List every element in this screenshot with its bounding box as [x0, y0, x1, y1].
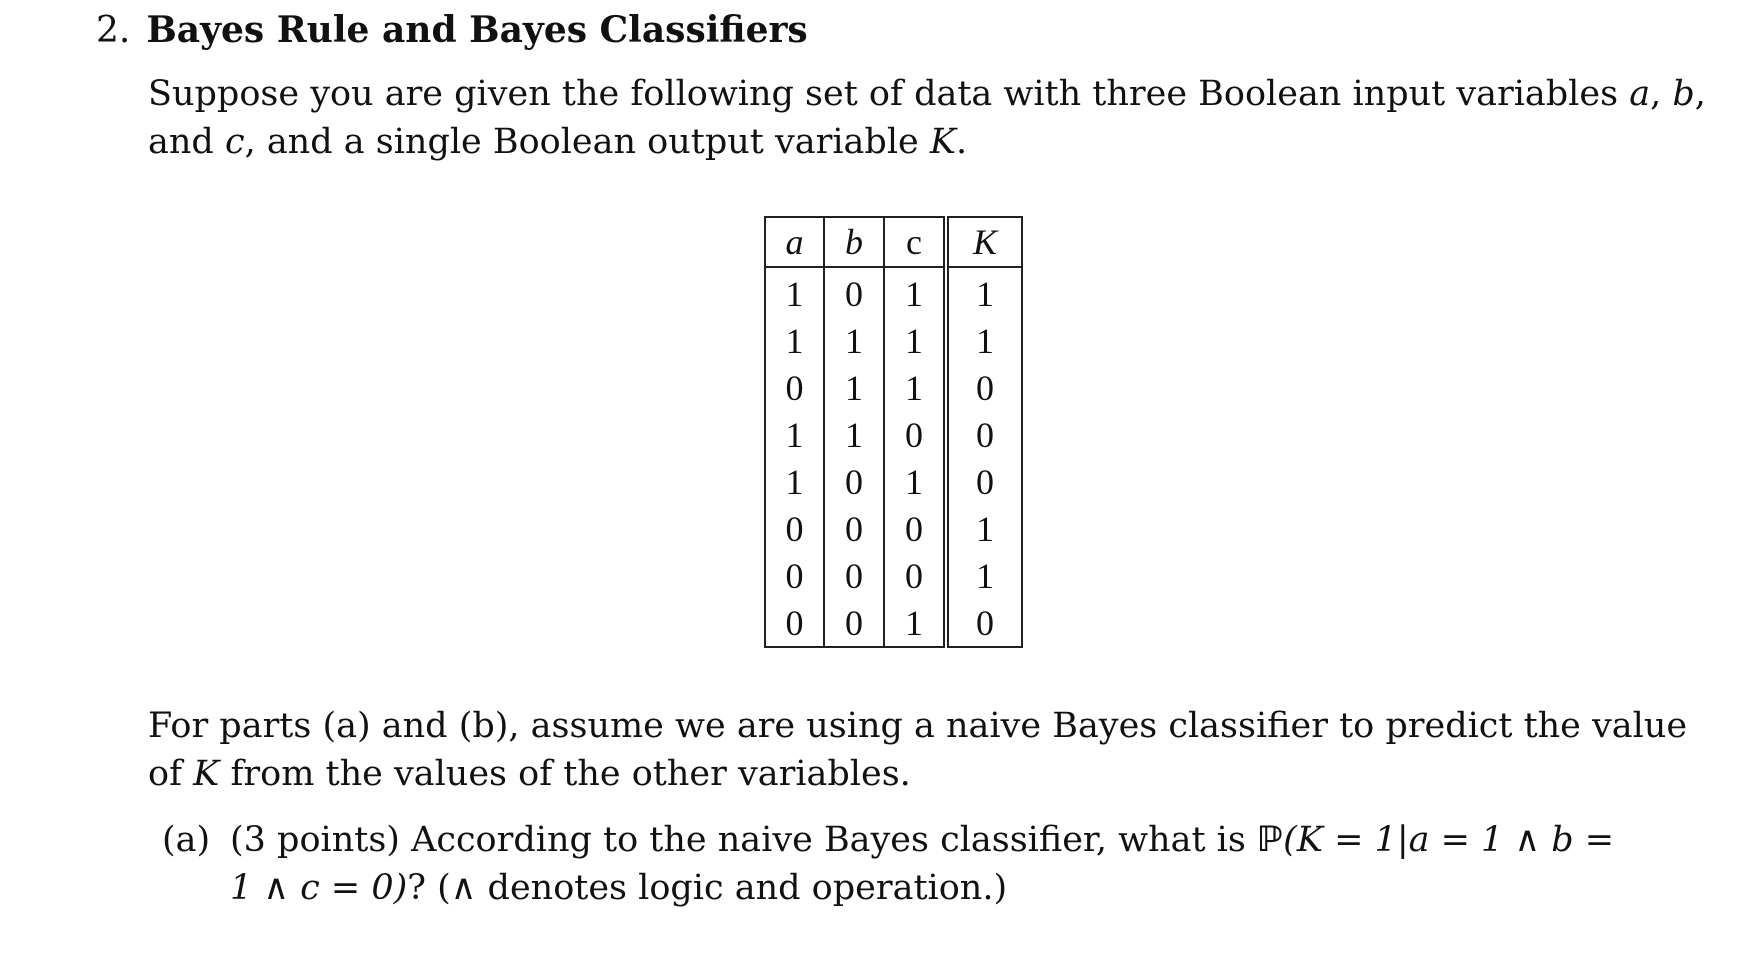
- cell-k: 1: [946, 505, 1022, 552]
- question-a-line-2: [162, 864, 1662, 912]
- section-title: Bayes Rule and Bayes Classifiers: [146, 9, 808, 51]
- cell-b: 1: [824, 317, 884, 364]
- cell-b: 0: [824, 267, 884, 317]
- table-row: [765, 364, 1022, 411]
- question-label: (a): [162, 820, 211, 860]
- header-k: K: [946, 217, 1022, 267]
- cell-c: 0: [884, 505, 946, 552]
- cell-b: 0: [824, 552, 884, 599]
- cell-k: 1: [946, 552, 1022, 599]
- question-math: 1 ∧ c = 0): [230, 868, 408, 908]
- cell-b: 0: [824, 599, 884, 647]
- cell-b: 1: [824, 364, 884, 411]
- question-a: [162, 816, 1662, 912]
- table-row: [765, 552, 1022, 599]
- header-a: a: [765, 217, 824, 267]
- cell-k: 0: [946, 599, 1022, 647]
- intro-line-2: [148, 118, 1648, 166]
- intro-text: .: [956, 122, 968, 162]
- var-a: a: [1629, 74, 1651, 114]
- parts-text: from the values of the other variables.: [219, 754, 911, 794]
- var-b: b: [1672, 74, 1695, 114]
- var-c: c: [224, 122, 245, 162]
- cell-k: 1: [946, 317, 1022, 364]
- cell-a: 0: [765, 364, 824, 411]
- cell-c: 1: [884, 317, 946, 364]
- question-text: (3 points) According to the naive Bayes classifier, what is: [230, 820, 1257, 860]
- section-number: 2.: [96, 10, 131, 51]
- table-row: [765, 505, 1022, 552]
- table-row: [765, 267, 1022, 317]
- parts-intro-line-2: [148, 750, 1648, 798]
- table-header-row: [765, 217, 1022, 267]
- cell-k: 0: [946, 364, 1022, 411]
- var-k: K: [193, 754, 220, 794]
- question-a-line-1: [162, 816, 1662, 864]
- table-row: [765, 411, 1022, 458]
- cell-b: 0: [824, 505, 884, 552]
- cell-c: 1: [884, 267, 946, 317]
- table-body: [765, 267, 1022, 647]
- question-text: ? (∧ denotes logic and operation.): [407, 868, 1008, 908]
- cell-b: 0: [824, 458, 884, 505]
- intro-sep: ,: [1694, 74, 1706, 114]
- cell-c: 1: [884, 364, 946, 411]
- cell-c: 0: [884, 411, 946, 458]
- cell-a: 0: [765, 552, 824, 599]
- intro-line-1: [148, 70, 1706, 118]
- parts-text: of: [148, 754, 194, 794]
- cell-a: 1: [765, 411, 824, 458]
- probability-symbol: ℙ: [1256, 820, 1284, 860]
- cell-a: 0: [765, 599, 824, 647]
- parts-intro-paragraph: [148, 702, 1688, 798]
- table-row: [765, 317, 1022, 364]
- header-c: c: [884, 217, 946, 267]
- cell-c: 0: [884, 552, 946, 599]
- cell-a: 1: [765, 458, 824, 505]
- parts-intro-line-1: For parts (a) and (b), assume we are using a naive Bayes classifier to predict the value: [148, 706, 1688, 746]
- header-b: b: [824, 217, 884, 267]
- data-table: [764, 216, 1023, 648]
- var-k: K: [929, 122, 957, 162]
- cell-c: 1: [884, 458, 946, 505]
- cell-a: 1: [765, 317, 824, 364]
- cell-k: 0: [946, 411, 1022, 458]
- cell-k: 1: [946, 267, 1022, 317]
- section-heading: [96, 6, 808, 55]
- intro-sep: ,: [1650, 74, 1673, 114]
- intro-text: Suppose you are given the following set of data with three Boolean input variables: [148, 74, 1630, 114]
- cell-a: 1: [765, 267, 824, 317]
- table-row: [765, 599, 1022, 647]
- intro-text: and: [148, 122, 225, 162]
- cell-b: 1: [824, 411, 884, 458]
- question-math: (K = 1|a = 1 ∧ b =: [1283, 820, 1615, 860]
- intro-text: , and a single Boolean output variable: [244, 122, 930, 162]
- intro-paragraph: [148, 70, 1706, 166]
- table-row: [765, 458, 1022, 505]
- cell-a: 0: [765, 505, 824, 552]
- cell-k: 0: [946, 458, 1022, 505]
- cell-c: 1: [884, 599, 946, 647]
